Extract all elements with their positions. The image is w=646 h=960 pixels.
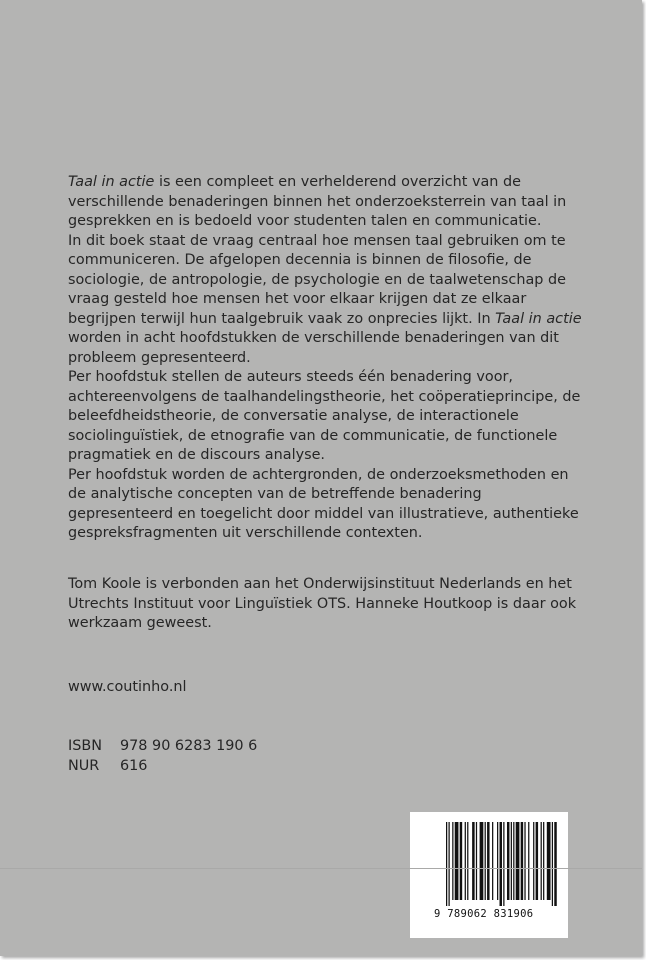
isbn-label: ISBN [68,738,103,754]
publisher-website: www.coutinho.nl [68,679,187,695]
barcode-bar [448,822,449,906]
barcode-bar [503,822,504,906]
barcode-bar [487,822,489,900]
barcode-bar [485,822,486,900]
barcode-bar [524,822,525,900]
barcode-label [410,812,568,938]
book-title: Taal in actie [68,174,155,190]
bibliographic-info [68,737,588,776]
barcode-bar [476,822,477,900]
barcode-bar [480,822,484,900]
barcode-bar [552,822,553,906]
barcode-bar [533,822,534,900]
blurb-paragraph-2: In dit boek staat de vraag centraal hoe mensen taal gebruiken om te communiceren. De afgelopen decennia is binnen de filosofie, de sociologie, de antropologie, de psychologie en de taalwetenschap de vraag gesteld hoe mensen het voor elkaar krijgen dat ze elkaar begrijpen terwijl hun taalgebruik vaak zo onprecies lijkt. In Taal in actie worden in acht hoofdstukken de verschillende benaderingen van dit probleem gepresenteerd. [68,232,582,366]
blurb-paragraph-3: Per hoofdstuk stellen de auteurs steeds één benadering voor, achtereenvolgens de taalhandelingstheorie, het coöperatieprincipe, de beleefdheidstheorie, de conversatie analyse, de interactionele sociolinguïstiek, de etnografie van de communicatie, de functionele pragmatiek en de discours analyse. [68,369,581,463]
barcode-bar [460,822,462,900]
barcode-bar [543,822,544,900]
barcode-bar [467,822,468,900]
isbn-value: 978 90 6283 190 6 [120,738,258,754]
blurb [68,173,588,544]
isbn-row [68,737,588,757]
barcode-bar [521,822,523,900]
barcode-bar [492,822,493,900]
barcode-bar [541,822,542,900]
barcode-bar [472,822,474,900]
barcode-bar [511,822,512,900]
barcode-bar [455,822,459,900]
author-note: Tom Koole is verbonden aan het Onderwijsinstituut Nederlands en het Utrechts Instituut voor Linguïstiek OTS. Hanneke Houtkoop is daar ook werkzaam geweest. [68,576,577,631]
book-title: Taal in actie [495,310,582,327]
barcode-bar [452,822,453,900]
barcode-bar [528,822,529,900]
nur-row [68,757,588,777]
barcode-icon [446,822,558,906]
blurb-paragraph-4: Per hoofdstuk worden de achtergronden, de onderzoeksmethoden en de analytische concepten van de betreffende benadering gepresenteerd en toegelicht door middel van illustratieve, authentieke gespreksfragmenten uit verschillende contexten. [68,466,579,541]
barcode-digits: 9 789062 831906 [434,908,534,920]
nur-label: NUR [68,757,100,774]
nur-value: 616 [120,757,148,774]
barcode-bar [497,822,498,900]
barcode-bar [500,822,502,906]
barcode-bar [465,822,466,900]
barcode-bar [516,822,520,900]
barcode-bar [507,822,509,900]
barcode-bar [513,822,514,900]
barcode-bar [554,822,556,906]
barcode-bar [547,822,551,900]
blurb-paragraph-1: Taal in actie is een compleet en verhelderend overzicht van de verschillende benaderingen binnen het onderzoeksterrein van taal in gesprekken en is bedoeld voor studenten talen en communicatie. [68,174,567,229]
barcode-bar [536,822,538,900]
barcode-bar [446,822,447,906]
